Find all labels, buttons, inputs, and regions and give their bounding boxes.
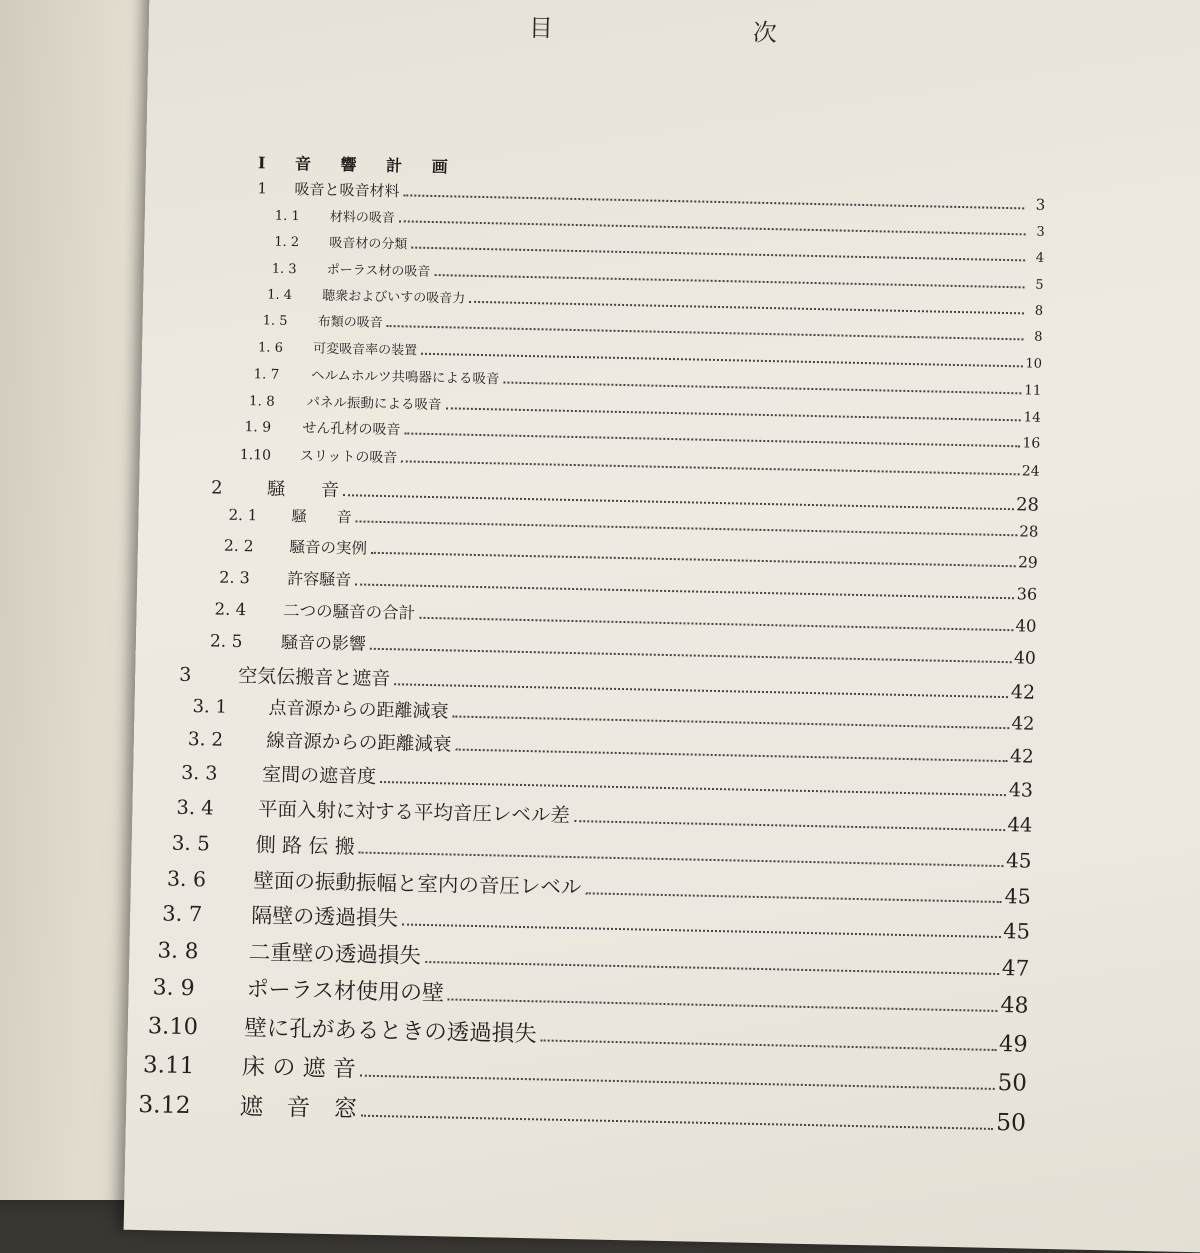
entry-title: 側 路 伝 搬 [255,832,356,859]
entry-page-number: 42 [1010,681,1036,704]
entry-title: 騒音の影響 [280,632,367,655]
entry-page-number: 47 [1001,956,1030,982]
entry-page-number: 11 [1024,382,1042,399]
entry-number: 3. 4 [176,795,214,820]
entry-number: 2. 1 [228,505,258,525]
entry-title: 点音源からの距離減衰 [268,697,449,723]
entry-number: 1. 8 [248,393,275,410]
leader-dots [403,193,1023,209]
leader-dots [541,1038,997,1051]
entry-number: 1. 4 [267,287,293,304]
leader-dots [355,582,1014,599]
entry-title: 壁面の振動振幅と室内の音圧レベル [253,868,582,900]
entry-number: 3. 2 [187,728,224,751]
entry-number: 3. 5 [171,830,211,856]
entry-title: ヘルムホルツ共鳴器による吸音 [310,367,500,388]
leader-dots [371,551,1016,568]
leader-dots [402,922,1001,938]
entry-number: 3. 7 [161,901,203,927]
entry-number: 2. 3 [219,567,251,588]
leader-dots [370,647,1012,663]
part-heading: Ⅰ 音 響 計 画 [257,153,460,177]
leader-dots [401,459,1019,475]
entry-page-number: 8 [1034,329,1043,345]
leader-dots [411,246,1025,262]
entry-title: 平面入射に対する平均音圧レベル差 [257,797,571,827]
entry-page-number: 40 [1015,616,1037,636]
entry-title: 吸音材の分類 [329,235,408,253]
leader-dots [503,380,1021,394]
entry-page-number: 48 [1000,993,1029,1019]
entry-title: 線音源からの距離減衰 [266,730,452,756]
entry-number: 2. 2 [223,536,254,556]
entry-number: 3.11 [142,1052,195,1080]
entry-title: 吸音と吸音材料 [294,180,400,201]
entry-page-number: 14 [1023,409,1041,426]
entry-title: パネル振動による吸音 [306,394,442,414]
entry-number: 2. 4 [214,599,247,620]
entry-page-number: 40 [1013,648,1036,669]
leader-dots [361,1114,993,1130]
entry-page-number: 4 [1035,250,1045,266]
entry-page-number: 10 [1025,356,1043,372]
leader-dots [445,406,1021,421]
entry-page-number: 45 [1003,919,1031,944]
entry-page-number: 29 [1017,553,1038,572]
entry-title: ポーラス材使用の壁 [246,977,445,1007]
entry-page-number: 3 [1035,195,1046,214]
leader-dots [469,300,1024,315]
entry-number: 1. 7 [253,366,280,383]
page-title: 目 次 [528,13,866,49]
entry-title: 二つの騒音の合計 [282,600,416,623]
entry-number: 1. 2 [274,234,300,251]
entry-title: 隔壁の透過損失 [250,903,399,931]
entry-page-number: 50 [995,1107,1027,1137]
leader-dots [380,780,1006,796]
entry-number: 3. 6 [166,866,207,892]
entry-number: 3 [179,663,192,687]
entry-title: 二重壁の透過損失 [248,940,422,969]
entry-page-number: 5 [1035,277,1044,293]
leader-dots [452,714,1009,729]
entry-title: スリットの吸音 [299,448,398,467]
leader-dots [359,851,1004,868]
entry-page-number: 44 [1007,813,1033,837]
leader-dots [434,273,1024,288]
entry-title: せん孔材の吸音 [302,420,401,439]
entry-page-number: 3 [1036,224,1045,240]
entry-number: 3. 9 [152,975,195,1002]
entry-title: ポーラス材の吸音 [326,262,431,280]
entry-number: 3. 8 [157,938,199,965]
entry-page-number: 45 [1004,884,1032,909]
leader-dots [425,960,999,975]
leader-dots [419,616,1013,631]
entry-number: 2. 5 [209,631,243,653]
entry-title: 許容騒音 [287,569,352,590]
entry-number: 1 [257,179,268,198]
entry-page-number: 49 [998,1031,1028,1058]
entry-page-number: 8 [1034,303,1044,319]
leader-dots [360,1074,995,1090]
entry-number: 2 [210,477,223,499]
entry-number: 3.12 [137,1090,191,1120]
entry-number: 3. 1 [192,696,228,718]
leader-dots [421,352,1023,368]
entry-title: 壁に孔があるときの透過損失 [244,1015,538,1048]
leader-dots [455,748,1007,763]
leader-dots [448,997,998,1012]
entry-title: 騒音の実例 [289,538,368,558]
entry-number: 1. 9 [244,419,272,436]
entry-number: 1. 6 [257,340,284,356]
entry-title: 材料の吸音 [329,209,396,227]
entry-number: 3.10 [147,1013,199,1041]
entry-title: 可変吸音率の装置 [312,341,418,359]
entry-page-number: 43 [1008,779,1034,802]
entry-page-number: 24 [1021,463,1040,480]
leader-dots [404,431,1020,447]
entry-title: 床 の 遮 音 [241,1054,357,1083]
entry-title: 騒 音 [291,507,352,527]
entry-number: 1. 1 [274,208,300,225]
entry-page-number: 42 [1009,746,1034,768]
toc-page [124,0,1200,1253]
entry-number: 1.10 [239,446,272,464]
entry-number: 3. 3 [180,761,218,785]
entry-page-number: 36 [1016,584,1038,604]
entry-number: 1. 5 [262,313,288,329]
entry-page-number: 16 [1022,435,1041,452]
entry-title: 聴衆およびいすの吸音力 [322,288,466,307]
entry-title: 遮 音 窓 [239,1092,358,1123]
leader-dots [355,519,1016,536]
entry-page-number: 28 [1019,522,1039,541]
entry-title: 空気伝搬音と遮音 [238,665,391,691]
entry-title: 室間の遮音度 [261,763,377,788]
entry-title: 騒 音 [266,478,340,502]
leader-dots [387,324,1024,340]
entry-page-number: 28 [1015,494,1040,516]
entry-number: 1. 3 [271,261,297,278]
leader-dots [394,682,1008,698]
entry-page-number: 50 [997,1069,1028,1097]
leader-dots [399,219,1026,235]
leader-dots [585,891,1002,903]
entry-page-number: 42 [1011,713,1035,735]
entry-page-number: 45 [1005,848,1032,873]
entry-title: 布類の吸音 [317,314,383,331]
leader-dots [574,819,1005,831]
